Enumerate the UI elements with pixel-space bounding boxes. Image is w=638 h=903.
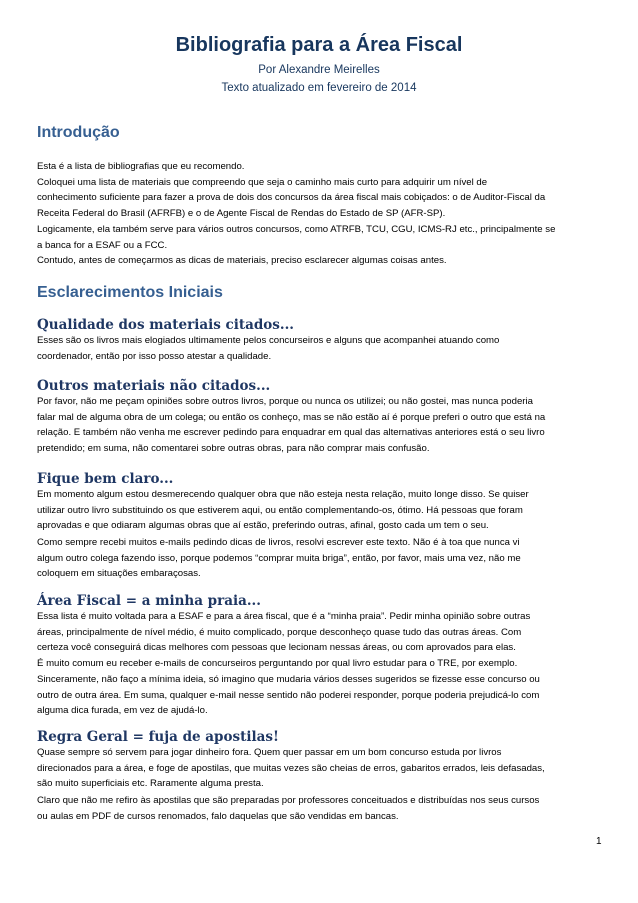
text-line: coordenador, então por isso posso atestar a qualidade.	[37, 350, 272, 362]
quality-heading: Qualidade dos materiais citados...	[37, 317, 294, 333]
text-line: Esta é a lista de bibliografias que eu recomendo.	[37, 161, 245, 172]
text-line: Essa lista é muito voltada para a ESAF e para a área fiscal, que é a “minha praia”. Pedir minha opinião sobre outras	[37, 611, 531, 622]
author-line: Por Alexandre Meirelles	[258, 64, 380, 76]
text-line: conhecimento suficiente para fazer a prova de dois dos concursos da área fiscal mais cobiçados: o de Auditor-Fiscal da	[37, 192, 546, 204]
text-line: Coloquei uma lista de materiais que compreendo que seja o caminho mais curto para adquirir um nível de	[37, 176, 488, 188]
text-line: Por favor, não me peçam opiniões sobre outros livros, porque ou nunca os utilizei; ou não gostei, mas nunca poderia	[37, 396, 533, 407]
updated-line: Texto atualizado em fevereiro de 2014	[221, 82, 417, 94]
text-line: Claro que não me refiro às apostilas que são preparadas por professores conceituados e distribuídas nos seus cursos	[37, 795, 540, 806]
text-line: relação. E também não venha me escrever pedindo para enquadrar em qual das alternativas anteriores está o seu livro	[37, 427, 545, 439]
text-line: É muito comum eu receber e-mails de concurseiros perguntando por qual livro estudar para o TRE, por exemplo.	[37, 658, 518, 670]
text-line: falar mal de alguma obra de um colega; ou então os conheço, mas se não estão aí é porque preferi o outro que está na	[37, 411, 546, 423]
text-line: Contudo, antes de começarmos as dicas de materiais, preciso esclarecer algumas coisas antes.	[37, 255, 447, 267]
text-line: Esses são os livros mais elogiados ultimamente pelos concurseiros e alguns que acompanhei atuando como	[37, 335, 500, 346]
text-line: outro de outra área. Em suma, qualquer e-mail nesse sentido não poderei responder, porque poderia prejudicá-lo com	[37, 689, 540, 701]
text-line: alguma dica furada, em vez de ajudá-lo.	[37, 705, 208, 717]
text-line: a banca for a ESAF ou a FCC.	[37, 239, 168, 251]
page-number: 1	[596, 836, 602, 847]
text-line: direcionados para a área, e foge de apostilas, que muitas vezes são cheias de erros, gabaritos errados, leis defasadas,	[37, 762, 545, 774]
fiscal-heading: Área Fiscal = a minha praia...	[37, 593, 261, 609]
fiscal-paragraph	[37, 609, 607, 719]
text-line: Sinceramente, não faço a mínima ideia, só imagino que mudaria vários desses sugeridos se fizesse esse concurso ou	[37, 673, 540, 685]
rule-paragraph	[37, 745, 607, 792]
text-line: aprovadas e que odiaram algumas obras que aí estão, preferindo outras, afinal, gosto cada um tem o seu.	[37, 520, 489, 532]
text-line: pretendido; em suma, não comentarei sobre outras obras, para não comprar mais confusão.	[37, 443, 430, 455]
text-line: áreas, principalmente de nível médio, é muito complicado, porque desconheço quase tudo das outras áreas. Com	[37, 626, 522, 638]
document-title: Bibliografia para a Área Fiscal	[175, 34, 463, 56]
text-line: coloquem em situações embaraçosas.	[37, 568, 201, 580]
text-line: Logicamente, ela também serve para vários outros concursos, como ATRFB, TCU, CGU, ICMS-RJ etc., principalmente se	[37, 223, 556, 235]
intro-paragraph	[37, 159, 607, 269]
clear-heading: Fique bem claro...	[37, 471, 174, 487]
text-line: são muito superficiais etc. Raramente alguma presta.	[37, 778, 264, 790]
text-line: certeza você conseguirá dicas melhores com pessoas que lecionam nessas áreas, ou com aprovados para elas.	[37, 642, 516, 654]
text-line: Quase sempre só servem para jogar dinheiro fora. Quem quer passar em um bom concurso estuda por livros	[37, 747, 502, 758]
clarifications-heading: Esclarecimentos Iniciais	[37, 284, 223, 301]
quality-paragraph	[37, 333, 607, 364]
text-line: algum outro colega fazendo isso, porque podemos “comprar muita briga”, então, por favor, mais uma vez, não me	[37, 552, 521, 564]
text-line: utilizar outro livro substituindo os que estiverem aqui, ou então complementando-os, ótimo. Há pessoas que foram	[37, 504, 523, 516]
text-line: Em momento algum estou desmerecendo qualquer obra que não esteja nesta relação, muito longe disso. Se quiser	[37, 489, 529, 500]
text-line: Receita Federal do Brasil (AFRFB) e o de Agente Fiscal de Rendas do Estado de SP (AFR-SP).	[37, 208, 446, 220]
others-paragraph	[37, 394, 607, 457]
text-line: Como sempre recebi muitos e-mails pedindo dicas de livros, resolvi escrever este texto. Não é à toa que nunca vi	[37, 537, 520, 548]
clear-paragraph-2	[37, 535, 607, 582]
rule-paragraph-2	[37, 793, 607, 824]
text-line: ou aulas em PDF de cursos renomados, falo daquelas que são vendidas em bancas.	[37, 810, 399, 822]
others-heading: Outros materiais não citados...	[37, 378, 271, 394]
clear-paragraph	[37, 487, 607, 534]
intro-heading: Introdução	[37, 124, 120, 141]
rule-heading: Regra Geral = fuja de apostilas!	[37, 729, 279, 745]
